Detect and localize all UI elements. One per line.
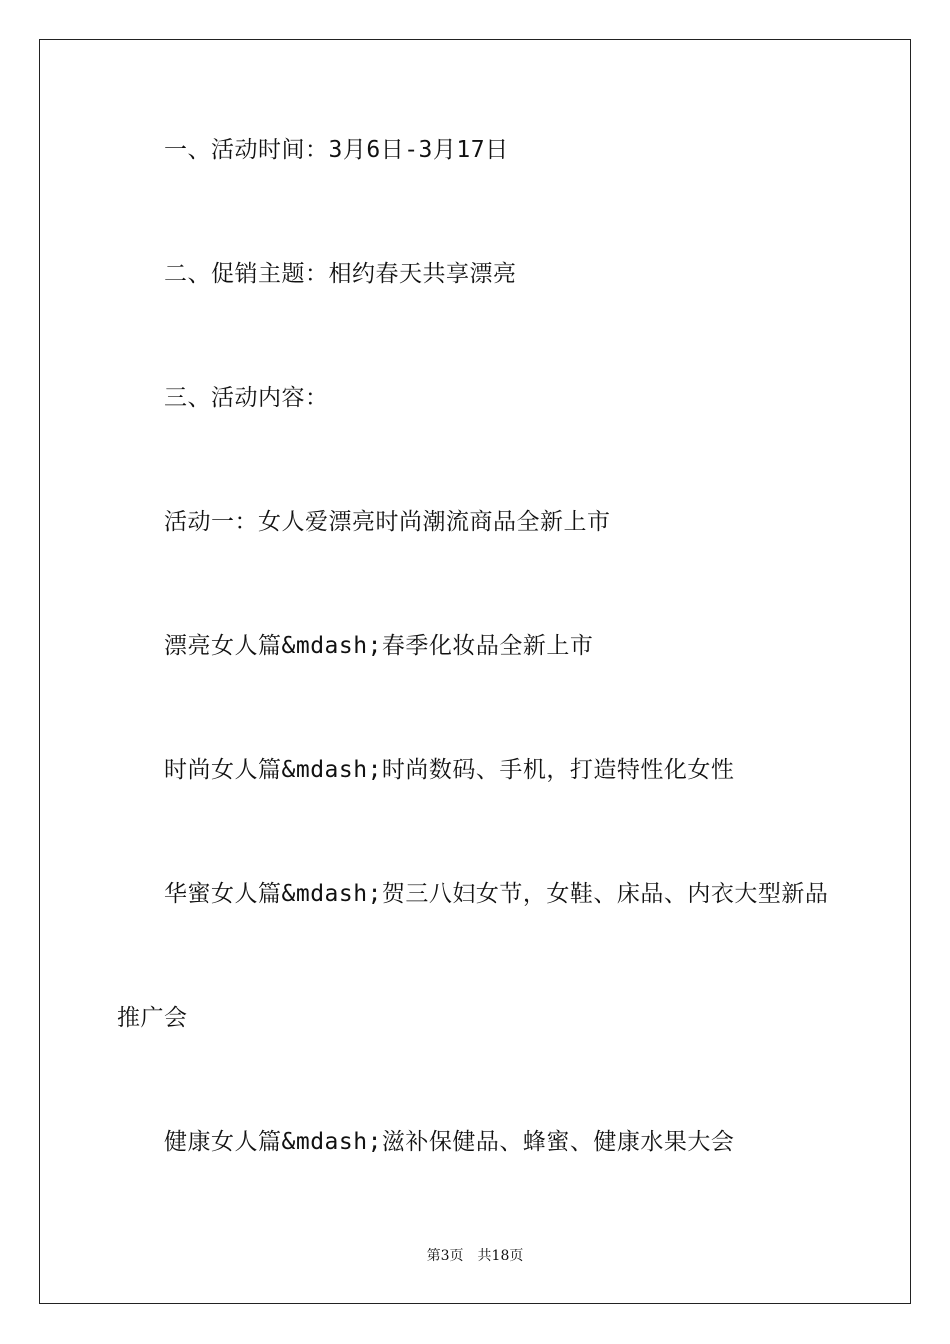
- activity-one-line: 活动一：女人爱漂亮时尚潮流商品全新上市: [164, 509, 611, 535]
- promotion-theme-line: 二、促销主题：相约春天共享漂亮: [164, 261, 517, 287]
- fashion-women-line: 时尚女人篇&mdash;时尚数码、手机，打造特性化女性: [164, 757, 735, 783]
- beautiful-women-line: 漂亮女人篇&mdash;春季化妆品全新上市: [164, 633, 594, 659]
- page-footer: [0, 1247, 950, 1265]
- page-number: 第3页: [426, 1248, 464, 1264]
- healthy-women-line: 健康女人篇&mdash;滋补保健品、蜂蜜、健康水果大会: [164, 1129, 735, 1155]
- activity-time-line: 一、活动时间：3月6日-3月17日: [164, 137, 509, 163]
- page-border: [39, 39, 911, 1304]
- activity-content-heading: 三、活动内容：: [164, 385, 329, 411]
- sweet-women-line: 华蜜女人篇&mdash;贺三八妇女节，女鞋、床品、内衣大型新品: [164, 881, 829, 907]
- sweet-women-line-continued: 推广会: [117, 1005, 188, 1031]
- page-total: 共18页: [477, 1248, 524, 1264]
